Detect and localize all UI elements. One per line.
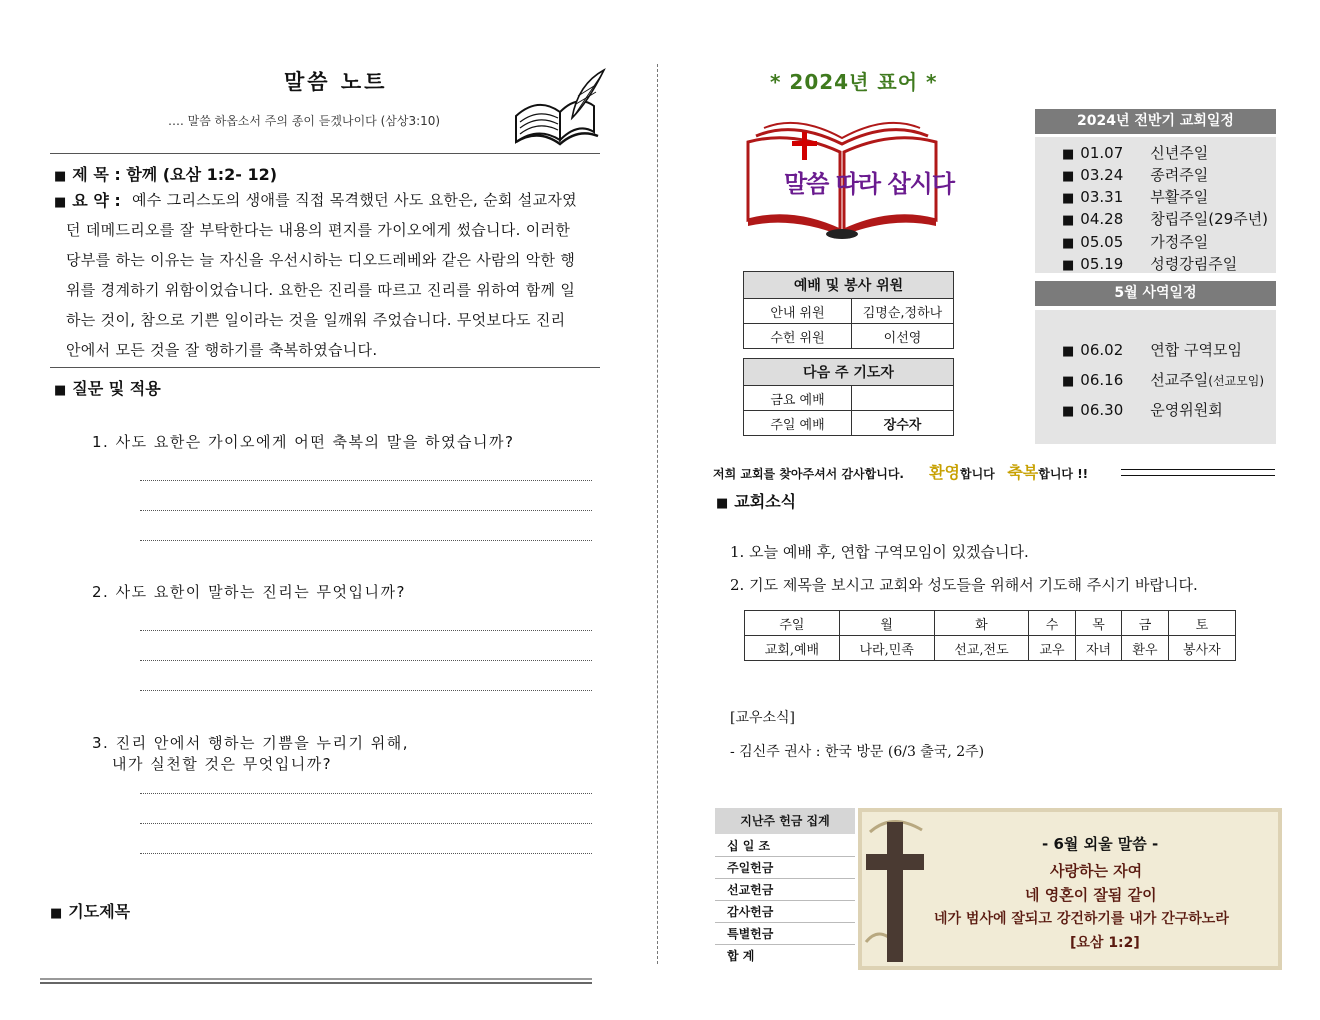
answer-line[interactable] <box>140 540 592 541</box>
offering-title: 지난주 헌금 집계 <box>715 808 855 834</box>
offering-row: 주일헌금 <box>715 858 855 879</box>
may-item: ■ 06.30 운영위원회 <box>1062 401 1223 419</box>
summary-line: 예수 그리스도의 생애를 직접 목격했던 사도 요한은, 순회 설교자였 <box>132 191 577 209</box>
summary-line: 안에서 모든 것을 잘 행하기를 축복하였습니다. <box>66 341 378 359</box>
news-heading: ■ 교회소식 <box>716 492 797 511</box>
bullet-icon: ■ <box>54 383 67 398</box>
offering-row: 십 일 조 <box>715 836 855 857</box>
offering-row: 특별헌금 <box>715 924 855 945</box>
welcome-banner: 저희 교회를 찾아주셔서 감사합니다. 환영합니다 축복합니다 !! <box>713 463 1089 482</box>
footer-rule <box>40 982 592 984</box>
bullet-icon: ■ <box>54 169 67 184</box>
question-3-continued: 내가 실천할 것은 무엇입니까? <box>112 755 333 773</box>
summary-label-row <box>54 188 121 211</box>
year-motto: * 2024년 표어 * <box>770 70 938 94</box>
answer-line[interactable] <box>140 690 592 691</box>
schedule-title: 2024년 전반기 교회일정 <box>1035 109 1276 134</box>
member-news-title: [교우소식] <box>730 710 796 726</box>
verse-line: 사랑하는 자여 <box>1050 862 1143 880</box>
worship-title: 예배 및 봉사 위원 <box>744 272 954 299</box>
prayer-title: 다음 주 기도자 <box>744 359 954 386</box>
divider-top <box>50 153 600 154</box>
answer-line[interactable] <box>140 480 592 481</box>
summary-line: 당부를 하는 이유는 늘 자신을 우선시하는 디오드레베와 같은 사람의 악한 행 <box>66 251 576 269</box>
schedule-item: ■ 05.05 가정주일 <box>1062 233 1209 251</box>
welcome-rule <box>1121 469 1275 476</box>
question-2: 2. 사도 요한이 말하는 진리는 무엇입니까? <box>92 583 406 601</box>
answer-line[interactable] <box>140 630 592 631</box>
subtitle-verse: …. 말씀 하옵소서 주의 종이 듣겠나이다 (삼상3:10) <box>168 114 441 128</box>
prayer-heading: ■ 기도제목 <box>50 902 131 921</box>
topic-label: 제 목 : <box>72 165 121 184</box>
book-quill-icon <box>508 66 608 150</box>
divider-mid <box>50 367 600 368</box>
verse-line: 네가 범사에 잘되고 강건하기를 내가 간구하노라 <box>934 911 1229 927</box>
question-1: 1. 사도 요한은 가이오에게 어떤 축복의 말을 하였습니까? <box>92 433 515 451</box>
answer-line[interactable] <box>140 853 592 854</box>
verse-reference: [요삼 1:2] <box>1070 935 1140 951</box>
news-item: 2. 기도 제목을 보시고 교회와 성도들을 위해서 기도해 주시기 바랍니다. <box>730 576 1198 594</box>
summary-label: 요 약 : <box>72 191 121 210</box>
cross-icon <box>862 812 932 968</box>
may-item: ■ 06.16 선교주일(선교모임) <box>1062 371 1264 389</box>
verse-line: 네 영혼이 잘됨 같이 <box>1025 886 1157 904</box>
answer-line[interactable] <box>140 823 592 824</box>
schedule-item: ■ 05.19 성령강림주일 <box>1062 255 1238 273</box>
bullet-icon: ■ <box>50 906 63 921</box>
footer-rule <box>40 978 592 980</box>
book-motto-text: 말씀 따라 삽시다 <box>784 170 954 198</box>
bullet-icon: ■ <box>716 496 729 511</box>
member-news-item: - 김신주 권사 : 한국 방문 (6/3 출국, 2주) <box>730 744 985 760</box>
prayer-leaders-table: 다음 주 기도자 금요 예배 주일 예배 장수자 <box>743 358 954 436</box>
news-item: 1. 오늘 예배 후, 연합 구역모임이 있겠습니다. <box>730 543 1029 561</box>
sermon-topic: 함께 (요삼 1:2- 12) <box>126 165 278 184</box>
prayer-topics-table: 주일 월 화 수 목 금 토 교회,예배 나라,민족 선교,전도 교우 자녀 환우 봉사자 <box>744 610 1236 661</box>
offering-row: 선교헌금 <box>715 880 855 901</box>
bullet-icon: ■ <box>54 195 67 210</box>
may-item: ■ 06.02 연합 구역모임 <box>1062 341 1243 359</box>
page-title: 말씀 노트 <box>284 69 388 94</box>
summary-line: 위를 경계하기 위함이었습니다. 요한은 진리를 따르고 진리를 위하여 함께 일 <box>66 281 576 299</box>
may-schedule-title: 5월 사역일정 <box>1035 281 1276 306</box>
offering-row: 감사헌금 <box>715 902 855 923</box>
answer-line[interactable] <box>140 793 592 794</box>
column-divider <box>657 64 658 964</box>
topic-line <box>54 162 277 185</box>
worship-committee-table: 예배 및 봉사 위원 안내 위원 김명순,정하나 수헌 위원 이선영 <box>743 271 954 349</box>
question-3: 3. 진리 안에서 행하는 기쁨을 누리기 위해, <box>92 734 410 752</box>
answer-line[interactable] <box>140 510 592 511</box>
verse-title: - 6월 외울 말씀 - <box>1042 835 1159 853</box>
summary-line: 던 데메드리오를 잘 부탁한다는 내용의 편지를 가이오에게 썼습니다. 이러한 <box>66 221 571 239</box>
offering-row: 합 계 <box>727 949 755 963</box>
schedule-item: ■ 01.07 신년주일 <box>1062 144 1209 162</box>
summary-line: 하는 것이, 참으로 기쁜 일이라는 것을 일깨워 주었습니다. 무엇보다도 진리 <box>66 311 566 329</box>
answer-line[interactable] <box>140 660 592 661</box>
questions-heading: ■ 질문 및 적용 <box>54 379 161 398</box>
schedule-item: ■ 04.28 창립주일(29주년) <box>1062 210 1269 228</box>
schedule-item: ■ 03.24 종려주일 <box>1062 166 1209 184</box>
schedule-item: ■ 03.31 부활주일 <box>1062 188 1209 206</box>
